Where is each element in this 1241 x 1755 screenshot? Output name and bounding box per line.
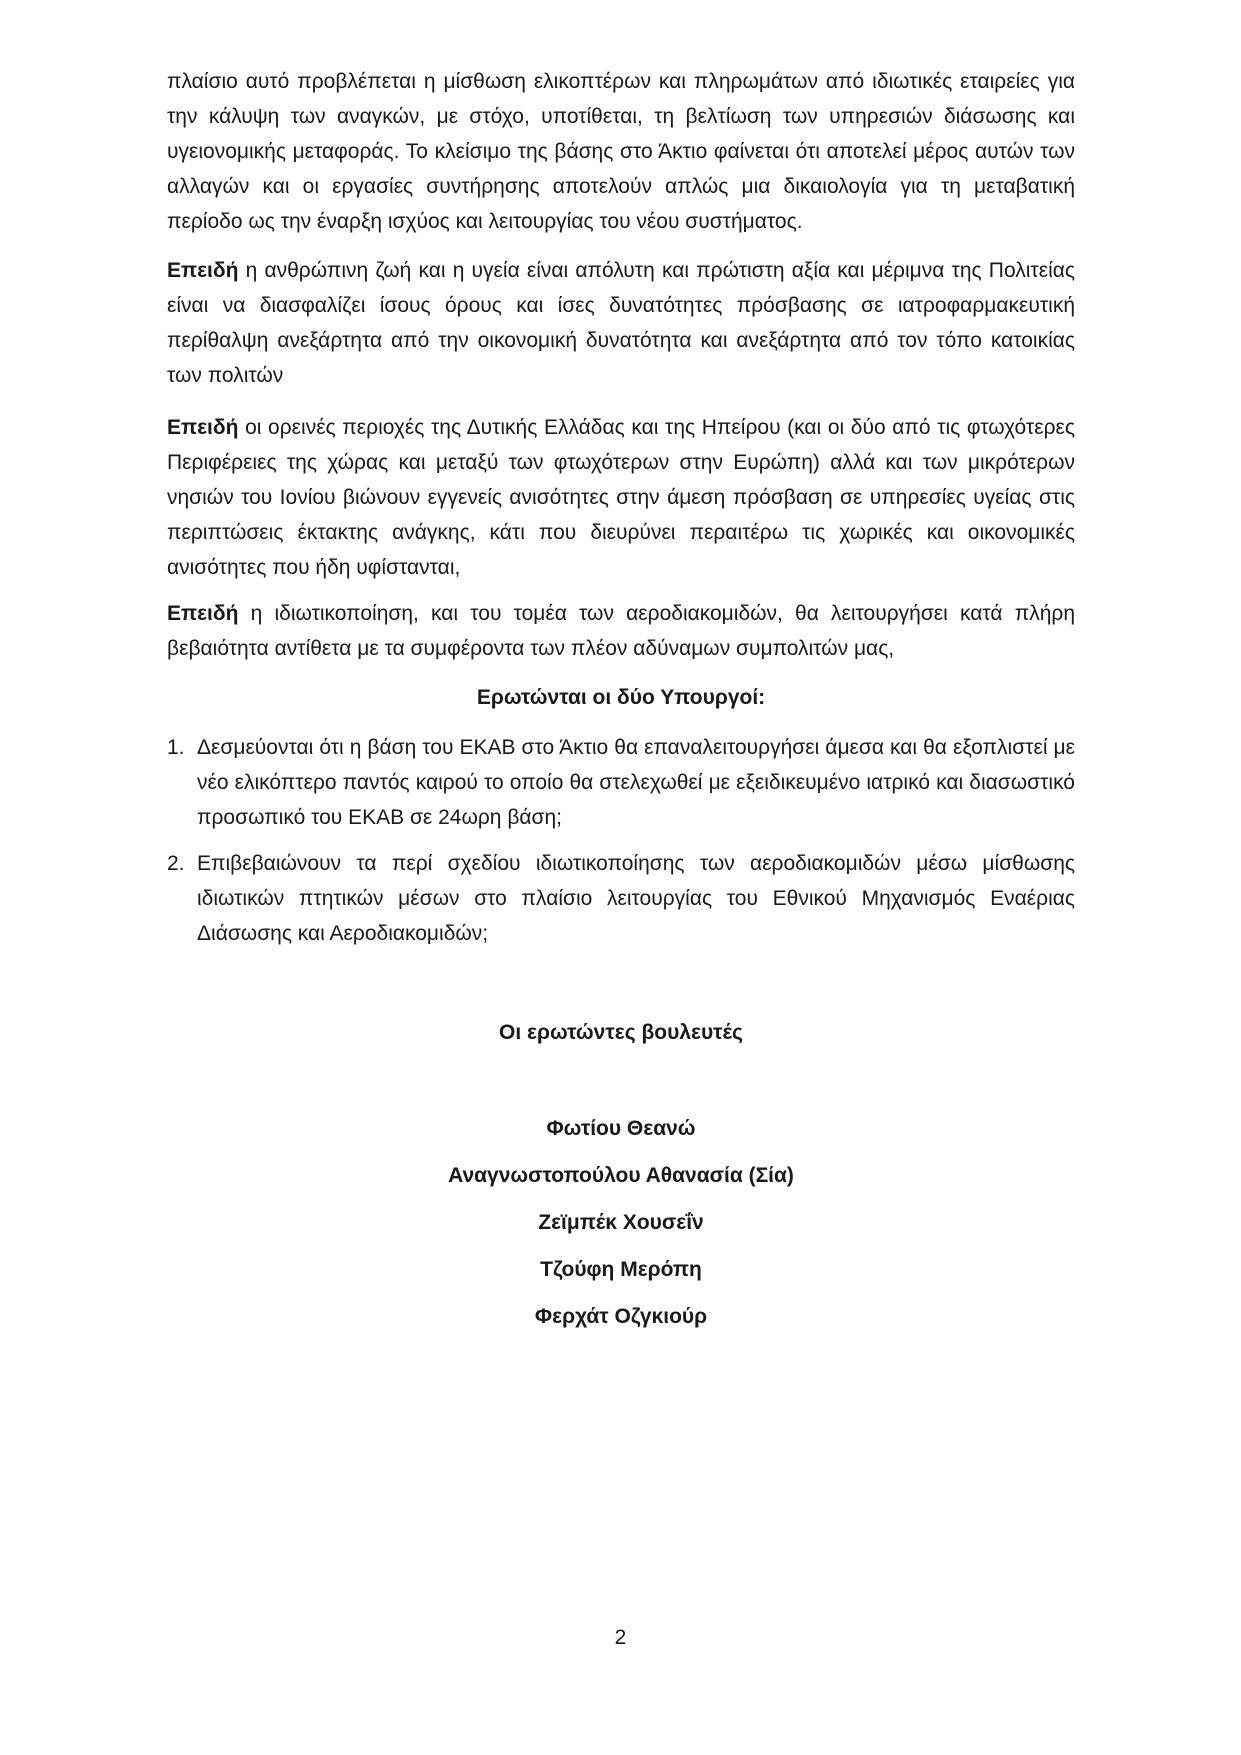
- question-2-number: 2.: [167, 852, 185, 875]
- paragraph-1: [167, 64, 1075, 239]
- paragraph-4-lead: Επειδή: [167, 602, 239, 625]
- question-item-1: [167, 730, 1075, 835]
- document-body: [167, 64, 1075, 1346]
- paragraph-3-text: οι ορεινές περιοχές της Δυτικής Ελλάδας και της Ηπείρου (και οι δύο από τις φτωχότερες Περιφέρειες της χώρας και μεταξύ των φτωχότερων στην Ευρώπη) αλλά και των μικρότερων νησιών του Ιονίου βιώνουν εγγενείς ανισότητες στην άμεση πρόσβαση σε υπηρεσίες υγείας στις περιπτώσεις έκτακτης ανάγκης, κάτι που διευρύνει περαιτέρω τις χωρικές και οικονομικές ανισότητες που ήδη υφίστανται,: [167, 416, 1075, 579]
- question-heading: Ερωτώνται οι δύο Υπουργοί:: [476, 686, 766, 709]
- question-1-text: Δεσμεύονται ότι η βάση του ΕΚΑΒ στο Άκτιο θα επαναλειτουργήσει άμεσα και θα εξοπλιστεί με νέο ελικόπτερο παντός καιρού το οποίο θα στελεχωθεί με εξειδικευμένο ιατρικό και διασωστικό προσωπικό του ΕΚΑΒ σε 24ωρη βάση;: [197, 736, 1075, 829]
- signatory-3: Ζεϊμπέκ Χουσεΐν: [538, 1211, 704, 1234]
- paragraph-2-text: η ανθρώπινη ζωή και η υγεία είναι απόλυτη και πρώτιστη αξία και μέριμνα της Πολιτείας είναι να διασφαλίζει ίσους όρους και ίσες δυνατότητες πρόσβασης σε ιατροφαρμακευτική περίθαλψη ανεξάρτητα από την οικονομική δυνατότητα και ανεξάρτητα από τον τόπο κατοικίας των πολιτών: [167, 259, 1075, 387]
- page-number: 2: [614, 1626, 627, 1649]
- signatory-5: Φερχάτ Οζγκιούρ: [534, 1305, 708, 1328]
- paragraph-3-lead: Επειδή: [167, 416, 239, 439]
- paragraph-3: [167, 410, 1075, 585]
- signatory-2: Αναγνωστοπούλου Αθανασία (Σία): [448, 1164, 794, 1187]
- question-2-text: Επιβεβαιώνουν τα περί σχεδίου ιδιωτικοποίησης των αεροδιακομιδών μέσω μίσθωσης ιδιωτικών πτητικών μέσων στο πλαίσιο λειτουργίας του Εθνικού Μηχανισμός Εναέριας Διάσωσης και Αεροδιακομιδών;: [197, 852, 1075, 945]
- question-1-number: 1.: [167, 736, 185, 759]
- paragraph-4: [167, 596, 1075, 666]
- signatory-1: Φωτίου Θεανώ: [546, 1117, 696, 1140]
- paragraph-1-text: πλαίσιο αυτό προβλέπεται η μίσθωση ελικοπτέρων και πληρωμάτων από ιδιωτικές εταιρείες για την κάλυψη των αναγκών, με στόχο, υποτίθεται, τη βελτίωση των υπηρεσιών διάσωσης και υγειονομικής μεταφοράς. Το κλείσιμο της βάσης στο Άκτιο φαίνεται ότι αποτελεί μέρος αυτών των αλλαγών και οι εργασίες συντήρησης αποτελούν απλώς μια δικαιολογία για τη μεταβατική περίοδο ως την έναρξη ισχύος και λειτουργίας του νέου συστήματος.: [167, 70, 1075, 233]
- paragraph-2: [167, 253, 1075, 393]
- question-item-2: [167, 846, 1075, 951]
- signature-heading: Οι ερωτώντες βουλευτές: [499, 1021, 743, 1044]
- paragraph-4-text: η ιδιωτικοποίηση, και του τομέα των αεροδιακομιδών, θα λειτουργήσει κατά πλήρη βεβαιότητα αντίθετα με τα συμφέροντα των πλέον αδύναμων συμπολιτών μας,: [167, 602, 1075, 660]
- signatory-4: Τζούφη Μερόπη: [540, 1258, 702, 1281]
- paragraph-2-lead: Επειδή: [167, 259, 239, 282]
